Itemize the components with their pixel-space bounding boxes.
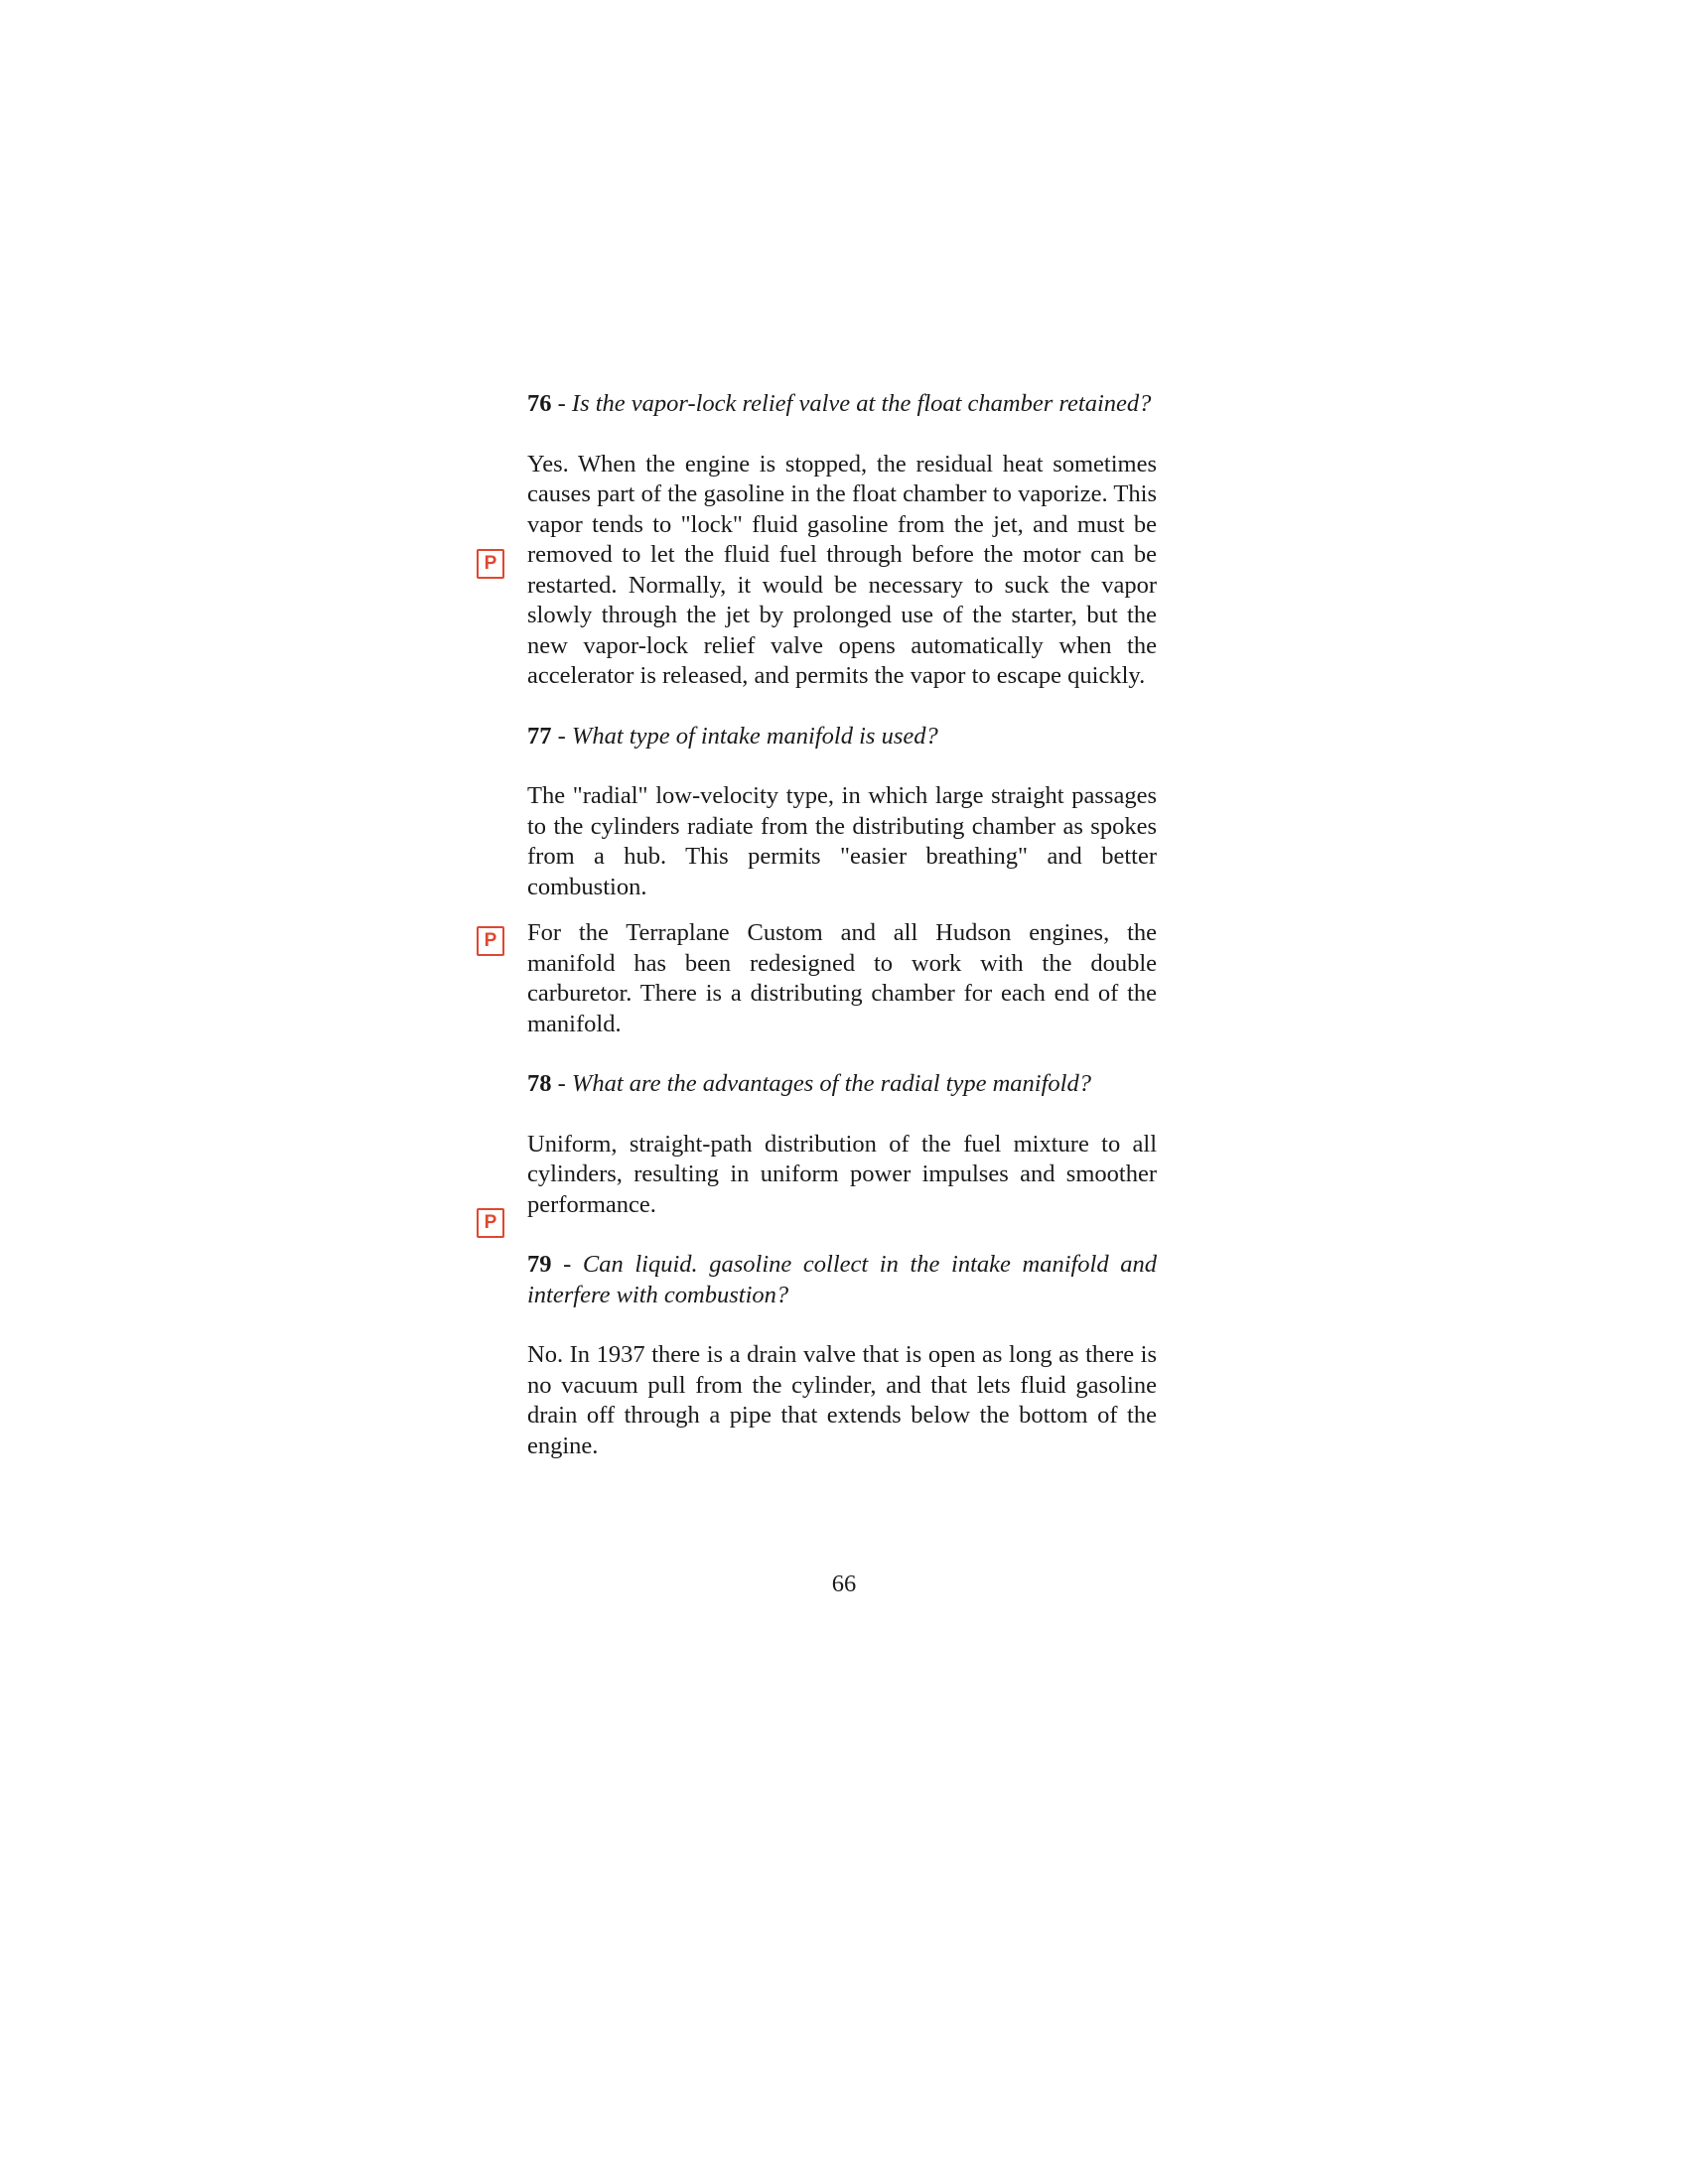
question-78 (527, 1069, 1157, 1100)
answer-76: Yes. When the engine is stopped, the residual heat sometimes causes part of the gasoline in the float chamber to vaporize. This vapor tends to "lock" fluid gasoline from the jet, and must be removed to let the fluid fuel through before the motor can be restarted. Normally, it would be necessary to suck the vapor slowly through the jet by prolonged use of the starter, but the new vapor-lock relief valve opens automatically when the accelerator is released, and permits the vapor to escape quickly. (527, 450, 1157, 689)
question-76 (527, 389, 1157, 420)
question-separator: - (551, 1251, 583, 1278)
question-text: Can liquid. gasoline collect in the intake manifold and interfere with combustion? (527, 1251, 1157, 1308)
question-79 (527, 1250, 1157, 1310)
annotation-marker-icon[interactable]: P (477, 926, 504, 956)
question-number: 78 (527, 1070, 552, 1097)
annotation-marker-icon[interactable]: P (477, 549, 504, 579)
question-number: 79 (527, 1251, 552, 1278)
question-number: 76 (527, 390, 552, 417)
answer-77-part-1: The "radial" low-velocity type, in which large straight passages to the cylinders radiate from the distributing chamber as spokes from a hub. This permits "easier breathing" and better combustion. (527, 782, 1157, 900)
question-separator: - (551, 1070, 572, 1097)
question-separator: - (551, 722, 572, 750)
question-text: What type of intake manifold is used? (571, 722, 938, 750)
page-column (527, 389, 1157, 1491)
question-text: Is the vapor-lock relief valve at the float chamber retained? (571, 390, 1152, 417)
page-number: 66 (831, 1570, 857, 1597)
annotation-marker-icon[interactable]: P (477, 1208, 504, 1238)
question-77 (527, 722, 1157, 752)
question-number: 77 (527, 722, 552, 750)
question-separator: - (551, 390, 572, 417)
answer-78: Uniform, straight-path distribution of the fuel mixture to all cylinders, resulting in uniform power impulses and smoother performance. (527, 1130, 1157, 1218)
answer-77-part-2: For the Terraplane Custom and all Hudson engines, the manifold has been redesigned to work with the double carburetor. There is a distributing chamber for each end of the manifold. (527, 919, 1157, 1037)
question-text: What are the advantages of the radial type manifold? (571, 1070, 1091, 1097)
answer-79: No. In 1937 there is a drain valve that is open as long as there is no vacuum pull from the cylinder, and that lets fluid gasoline drain off through a pipe that extends below the bottom of the engine. (527, 1341, 1157, 1459)
